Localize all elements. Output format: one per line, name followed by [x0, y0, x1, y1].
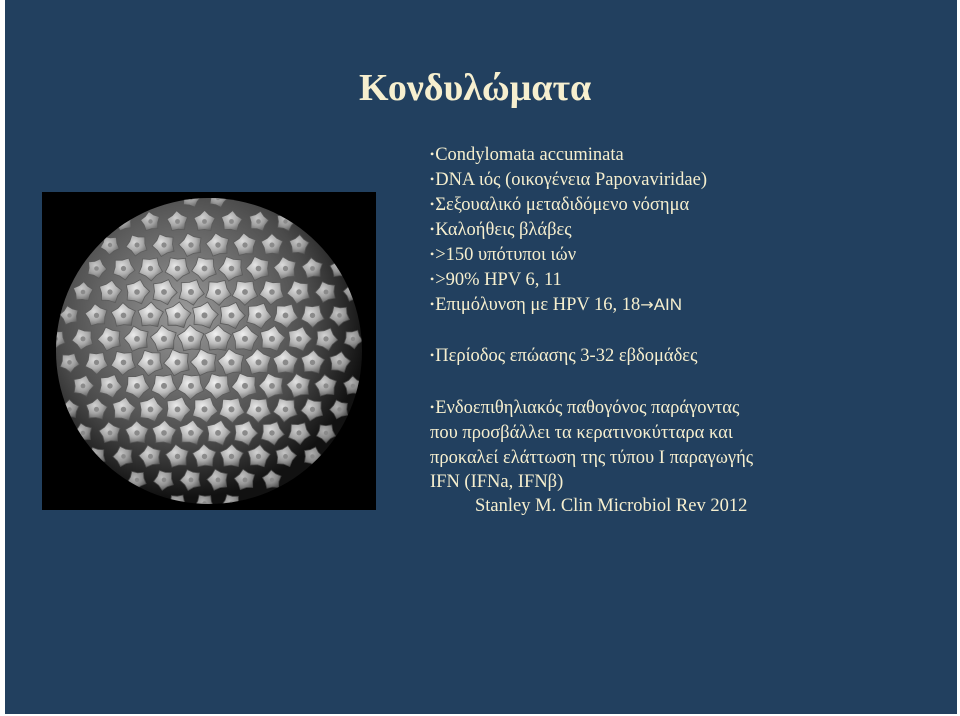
capsomere-pore	[162, 478, 167, 483]
capsomere-pore	[310, 360, 315, 365]
capsomere-pore	[201, 359, 207, 365]
capsomere-pore	[310, 313, 315, 318]
capsomere-pore	[337, 407, 341, 411]
bullet-item: • DNA ιός (οικογένεια Papovaviridae)	[430, 170, 707, 191]
capsomere-pore	[161, 289, 167, 295]
capsomere-pore	[148, 313, 154, 319]
capsomere-pore	[202, 454, 207, 459]
capsomere-pore	[67, 407, 71, 411]
capsomere-pore	[296, 289, 301, 294]
capsomere-pore	[283, 407, 289, 413]
capsomere-pore	[148, 407, 154, 413]
capsomere-pore	[148, 454, 153, 459]
capsomere-pore	[283, 313, 289, 319]
capsomere-pore	[242, 289, 248, 295]
capsomere-pore	[175, 359, 181, 365]
capsomere-pore	[283, 454, 288, 459]
capsomere-pore	[337, 313, 342, 318]
capsomere-pore	[175, 312, 181, 318]
paragraph-line: IFN (IFNa, IFNβ)	[430, 472, 564, 492]
capsomere-pore	[270, 478, 274, 482]
capsomere-pore	[94, 266, 99, 271]
capsomere-pore	[296, 336, 302, 342]
capsomere-pore	[323, 336, 328, 341]
capsomere-pore	[67, 313, 71, 317]
bullet-item: • Condylomata accuminata	[430, 145, 624, 166]
bullet-item: • >90% HPV 6, 11	[430, 270, 562, 291]
capsomere-pore	[94, 407, 99, 412]
capsomere-pore	[215, 336, 221, 342]
capsomere-pore	[256, 359, 262, 365]
capsomere-pore	[229, 501, 233, 505]
capsomere-pore	[134, 336, 140, 342]
slide-title: Κονδυλώματα	[359, 67, 592, 109]
capsomere-pore	[229, 454, 234, 459]
capsomere-pore	[54, 337, 58, 341]
bullet-item: • >150 υπότυποι ιών	[430, 245, 576, 266]
capsomere-pore	[188, 383, 194, 389]
bullet-item: • Καλοήθεις βλάβες	[430, 220, 572, 241]
capsomere-pore	[175, 407, 181, 413]
capsomere-pore	[121, 313, 127, 319]
capsomere-pore	[216, 478, 221, 483]
capsomere-pore	[310, 407, 315, 412]
capsomere-pore	[94, 313, 99, 318]
capsomere-pore	[189, 478, 194, 483]
capsomere-pore	[107, 336, 112, 341]
capsomere-pore	[108, 431, 113, 436]
capsomere-pore	[242, 430, 248, 436]
capsomere-pore	[108, 243, 112, 247]
papillomavirus-image	[42, 192, 376, 510]
capsomere-pore	[202, 312, 208, 318]
capsomere-pore	[216, 196, 220, 200]
capsomere-pore	[256, 454, 261, 459]
capsomere-pore	[121, 454, 126, 459]
capsomere-pore	[134, 289, 140, 295]
bullet-item-ain	[430, 295, 682, 316]
capsomere-pore	[175, 219, 180, 224]
capsomere-pore	[228, 359, 234, 365]
capsomere-pore	[270, 243, 275, 248]
capsomere-pore	[283, 219, 287, 223]
capsomere-pore	[67, 360, 72, 365]
capsomere-pore	[81, 290, 86, 295]
capsomere-pore	[215, 289, 221, 295]
capsomere-pore	[148, 219, 152, 223]
capsomere-pore	[242, 336, 248, 342]
capsomere-pore	[188, 289, 194, 295]
bullet-ain-text: Επιμόλυνση με HPV 16, 18	[435, 295, 641, 315]
capsomere-pore	[297, 243, 302, 248]
right-arrow-icon: →	[640, 295, 654, 314]
capsomere-pore	[229, 406, 235, 412]
capsomere-pore	[310, 266, 315, 271]
capsomere-pore	[215, 242, 220, 247]
capsomere-pore	[175, 266, 181, 272]
capsomere-pore	[121, 360, 127, 366]
capsomere-pore	[134, 430, 139, 435]
capsomere-pore	[202, 219, 207, 224]
capsomere-pore	[134, 383, 140, 389]
capsomere-pore	[135, 478, 139, 482]
capsomere-pore	[202, 406, 208, 412]
capsomere-pore	[81, 431, 85, 435]
paragraph-line: • Ενδοεπιθηλιακός παθογόνος παράγοντας	[430, 398, 739, 419]
capsomere-pore	[148, 359, 154, 365]
capsomere-pore	[269, 336, 275, 342]
capsomere-pore	[121, 219, 125, 223]
virus-capsid-illustration	[42, 192, 376, 510]
capsomere-pore	[256, 219, 261, 224]
capsomere-pore	[175, 454, 180, 459]
capsomere-pore	[189, 196, 193, 200]
capsomere-pore	[229, 312, 235, 318]
capsomere-pore	[161, 430, 167, 436]
capsomere-pore	[269, 383, 275, 389]
capsomere-pore	[215, 383, 221, 389]
capsomere-pore	[324, 290, 329, 295]
capsomere-pore	[283, 360, 289, 366]
capsomere-pore	[351, 384, 355, 388]
capsomere-pore	[229, 266, 235, 272]
reference: Stanley M. Clin Microbiol Rev 2012	[475, 496, 748, 516]
capsomere-pore	[202, 266, 208, 272]
capsomere-pore	[256, 266, 262, 272]
capsomere-pore	[202, 501, 206, 505]
incubation-period: • Περίοδος επώασης 3-32 εβδομάδες	[430, 346, 697, 367]
capsomere-pore	[94, 454, 98, 458]
capsomere-pore	[81, 384, 86, 389]
capsomere-pore	[269, 430, 274, 435]
capsomere-pore	[107, 383, 112, 388]
capsomere-pore	[188, 336, 194, 342]
capsomere	[87, 447, 105, 466]
capsomere-pore	[256, 407, 262, 413]
capsomere-pore	[94, 360, 99, 365]
capsomere-pore	[148, 266, 153, 271]
capsomere-pore	[161, 383, 167, 389]
capsomere-pore	[324, 431, 328, 435]
paragraph-line: που προσβάλλει τα κερατινοκύτταρα και	[430, 423, 733, 443]
capsomere-pore	[161, 336, 167, 342]
capsomere-pore	[283, 266, 288, 271]
capsomere-pore	[229, 219, 234, 224]
capsomere-pore	[81, 336, 86, 341]
capsomere-pore	[243, 478, 248, 483]
capsomere	[114, 212, 132, 231]
capsomere-pore	[242, 383, 248, 389]
capsomere-pore	[351, 290, 355, 294]
capsomere-pore	[121, 266, 126, 271]
capsomere-pore	[188, 242, 193, 247]
capsomere-pore	[107, 289, 112, 294]
capsomere-pore	[161, 242, 166, 247]
capsomere-pore	[337, 266, 341, 270]
bullet-ain-suffix: AIN	[653, 295, 683, 314]
capsomere-pore	[296, 383, 302, 389]
capsomere-pore	[256, 312, 262, 318]
capsomere-pore	[121, 407, 126, 412]
capsomere-pore	[175, 501, 179, 505]
slide	[5, 0, 957, 714]
capsomere-pore	[135, 243, 140, 248]
capsomere-pore	[269, 289, 275, 295]
paragraph-line: προκαλεί ελάττωση της τύπου Ι παραγωγής	[430, 448, 754, 468]
capsomere-pore	[351, 337, 355, 341]
capsomere-pore	[337, 360, 342, 365]
capsomere-pore	[188, 430, 194, 436]
bullet-item: • Σεξουαλικό μεταδιδόμενο νόσημα	[430, 195, 689, 216]
capsomere-pore	[310, 454, 314, 458]
capsomere-pore	[297, 430, 302, 435]
capsomere-pore	[215, 430, 221, 436]
capsomere-pore	[242, 242, 247, 247]
capsomere-pore	[324, 383, 329, 388]
